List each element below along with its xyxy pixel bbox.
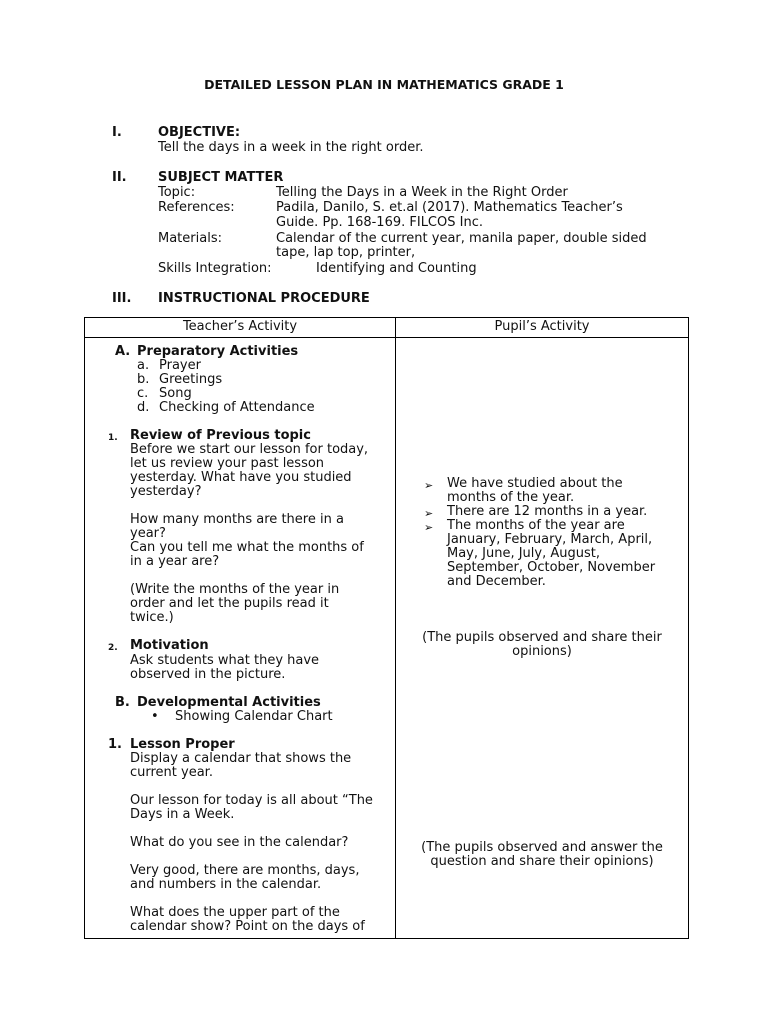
months-question-line: year? xyxy=(130,526,166,541)
review-line: Before we start our lesson for today, xyxy=(130,442,369,457)
lesson-line: Very good, there are months, days, xyxy=(130,863,360,878)
objective-text: Tell the days in a week in the right order. xyxy=(158,140,424,155)
months-question-line: How many months are there in a xyxy=(130,512,344,527)
references-line-2: Guide. Pp. 168-169. FILCOS Inc. xyxy=(276,215,483,230)
subject-matter-numeral: II. xyxy=(112,170,127,185)
prep-item-mark: a. xyxy=(137,358,150,373)
pupil-observe-line: opinions) xyxy=(512,644,572,659)
prep-letter: A. xyxy=(115,344,131,359)
motivation-line: Ask students what they have xyxy=(130,653,320,668)
review-line: let us review your past lesson xyxy=(130,456,325,471)
motivation-number: 2. xyxy=(108,643,118,653)
write-instruction-line: twice.) xyxy=(130,610,174,625)
lesson-heading: Lesson Proper xyxy=(130,737,235,752)
subject-matter-heading: SUBJECT MATTER xyxy=(158,170,284,185)
pupil-activity-column xyxy=(396,338,688,938)
objective-numeral: I. xyxy=(112,125,122,140)
prep-item-mark: b. xyxy=(137,372,150,387)
materials-line-1: Calendar of the current year, manila paper, double sided xyxy=(276,231,647,246)
arrow-bullet-icon: ➢ xyxy=(424,479,434,492)
pupil-observe-line: (The pupils observed and share their xyxy=(422,630,662,645)
materials-line-2: tape, lap top, printer, xyxy=(276,245,416,260)
pupil-answer-line: There are 12 months in a year. xyxy=(447,504,648,519)
dev-bullet: • xyxy=(151,709,159,724)
months-question-line: in a year are? xyxy=(130,554,220,569)
pupil-answer-line: months of the year. xyxy=(447,490,575,505)
pupil-activity-header: Pupil’s Activity xyxy=(494,319,590,334)
dev-heading: Developmental Activities xyxy=(137,695,321,710)
pupil-answer-line: May, June, July, August, xyxy=(447,546,600,561)
pupil-answer-line: We have studied about the xyxy=(447,476,623,491)
lesson-question: What do you see in the calendar? xyxy=(130,835,349,850)
motivation-line: observed in the picture. xyxy=(130,667,286,682)
teacher-activity-header: Teacher’s Activity xyxy=(182,319,298,334)
prep-item: Checking of Attendance xyxy=(159,400,315,415)
materials-label: Materials: xyxy=(158,231,222,246)
arrow-bullet-icon: ➢ xyxy=(424,507,434,520)
lesson-line: Display a calendar that shows the xyxy=(130,751,352,766)
prep-item: Greetings xyxy=(159,372,223,387)
dev-letter: B. xyxy=(115,695,130,710)
review-number: 1. xyxy=(108,433,118,443)
pupil-answer-line: September, October, November xyxy=(447,560,656,575)
review-heading: Review of Previous topic xyxy=(130,428,311,443)
months-question-line: Can you tell me what the months of xyxy=(130,540,364,555)
lesson-line: calendar show? Point on the days of xyxy=(130,919,365,934)
write-instruction-line: (Write the months of the year in xyxy=(130,582,340,597)
pupil-answer-line: The months of the year are xyxy=(447,518,625,533)
references-label: References: xyxy=(158,200,235,215)
skills-value: Identifying and Counting xyxy=(316,261,477,276)
dev-item: Showing Calendar Chart xyxy=(175,709,333,724)
topic-value: Telling the Days in a Week in the Right Order xyxy=(276,185,568,200)
review-line: yesterday? xyxy=(130,484,202,499)
motivation-heading: Motivation xyxy=(130,638,209,653)
topic-label: Topic: xyxy=(158,185,196,200)
prep-item: Song xyxy=(159,386,192,401)
lesson-number: 1. xyxy=(108,737,122,752)
document-title: DETAILED LESSON PLAN IN MATHEMATICS GRADE 1 xyxy=(204,77,564,92)
references-line-1: Padila, Danilo, S. et.al (2017). Mathematics Teacher’s xyxy=(276,200,623,215)
activity-table xyxy=(84,317,689,939)
prep-item-mark: d. xyxy=(137,400,150,415)
procedure-numeral: III. xyxy=(112,291,132,306)
review-line: yesterday. What have you studied xyxy=(130,470,352,485)
procedure-heading: INSTRUCTIONAL PROCEDURE xyxy=(158,291,370,306)
arrow-bullet-icon: ➢ xyxy=(424,521,434,534)
prep-item: Prayer xyxy=(159,358,201,373)
pupil-answer-note-line: (The pupils observed and answer the xyxy=(421,840,663,855)
lesson-line: current year. xyxy=(130,765,213,780)
lesson-line: Our lesson for today is all about “The xyxy=(130,793,373,808)
pupil-answer-line: January, February, March, April, xyxy=(447,532,653,547)
teacher-activity-column xyxy=(85,338,395,938)
objective-heading: OBJECTIVE: xyxy=(158,125,241,140)
prep-item-mark: c. xyxy=(137,386,149,401)
prep-heading: Preparatory Activities xyxy=(137,344,299,359)
skills-label: Skills Integration: xyxy=(158,261,272,276)
lesson-line: What does the upper part of the xyxy=(130,905,340,920)
lesson-line: and numbers in the calendar. xyxy=(130,877,322,892)
lesson-line: Days in a Week. xyxy=(130,807,235,822)
pupil-answer-line: and December. xyxy=(447,574,546,589)
pupil-answer-note-line: question and share their opinions) xyxy=(430,854,654,869)
write-instruction-line: order and let the pupils read it xyxy=(130,596,329,611)
